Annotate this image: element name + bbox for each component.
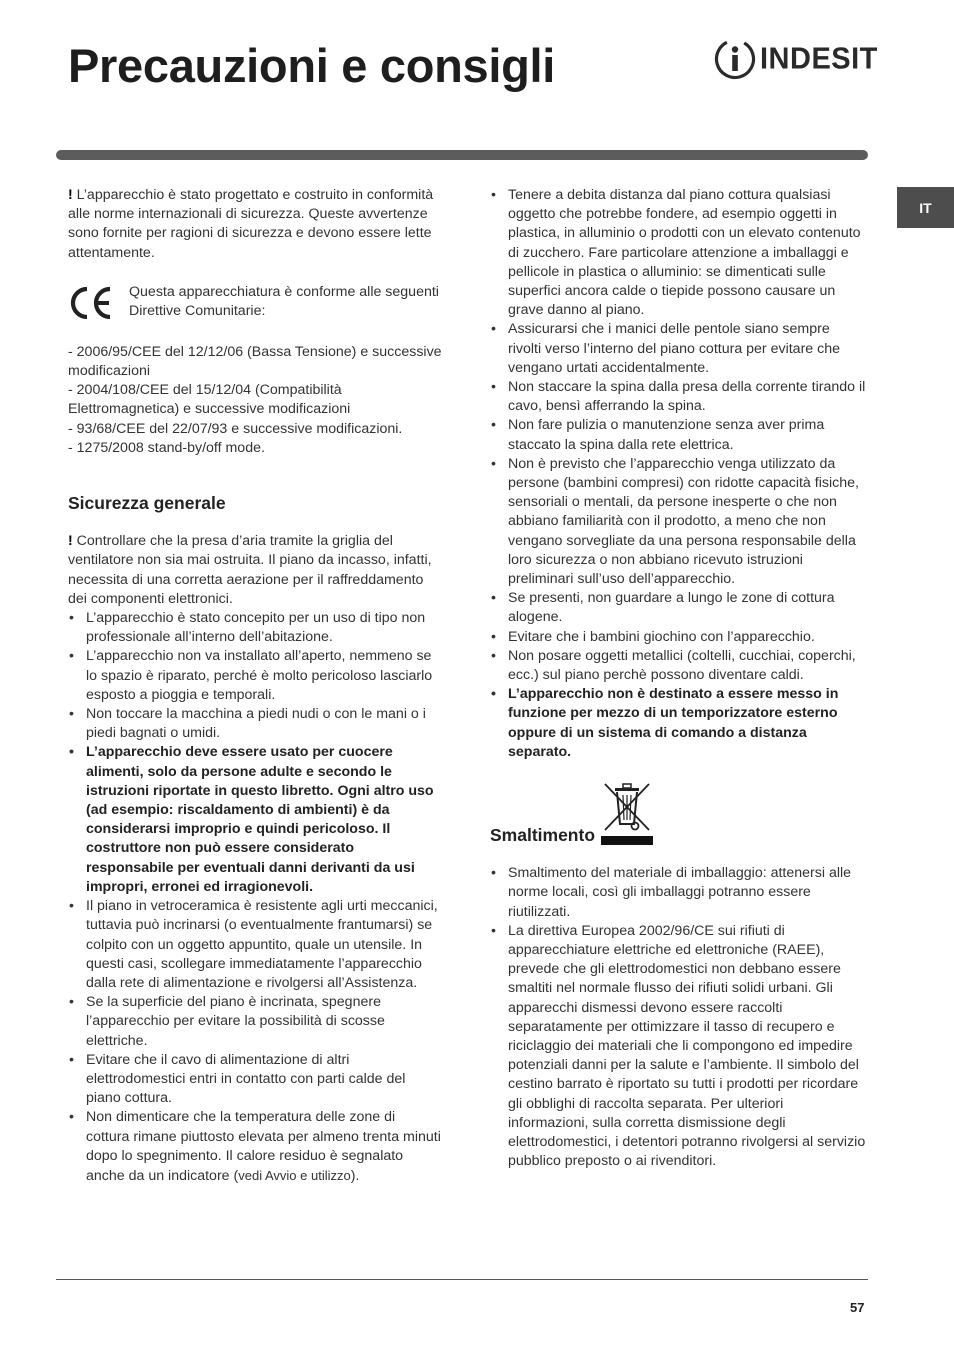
list-item: • Smaltimento del materiale di imballaggio: attenersi alle norme locali, così gli imballaggi potranno essere riutilizzati. [490,864,866,922]
intro-text: L’apparecchio è stato progettato e costruito in conformità alle norme internazionali di sicurezza. Queste avvertenze sono fornite per ragioni di sicurezza e devono essere lette attentamente. [68,187,434,261]
ce-text: Questa apparecchiatura è conforme alle seguenti Direttive Comunitarie: [129,283,439,320]
directive-item: - 2006/95/CEE del 12/12/06 (Bassa Tensione) e successive modificazioni [68,343,442,380]
list-item: • Evitare che il cavo di alimentazione di altri elettrodomestici entri in contatto con parti calde del piano cottura. [68,1051,442,1109]
list-item: • Non fare pulizia o manutenzione senza aver prima staccato la spina dalla rete elettrica. [490,416,866,454]
disposal-list [490,864,866,1171]
list-item: • Se la superficie del piano è incrinata, spegnere l’apparecchio per evitare la possibilità di scosse elettriche. [68,993,442,1051]
left-column [68,186,442,1186]
list-item: • L’apparecchio non va installato all’aperto, nemmeno se lo spazio è riparato, perché è molto pericoloso lasciarlo esposto a pioggia e temporali. [68,647,442,705]
list-item [68,1108,442,1186]
ce-mark-icon [68,283,114,323]
list-item: • L’apparecchio è stato concepito per un uso di tipo non professionale all’interno dell’abitazione. [68,609,442,647]
list-item: • Non toccare la macchina a piedi nudi o con le mani o i piedi bagnati o umidi. [68,705,442,743]
directive-item: - 2004/108/CEE del 15/12/04 (Compatibilità Elettromagnetica) e successive modificazioni [68,382,351,418]
directive-item: - 1275/2008 stand-by/off mode. [68,439,265,456]
warning-mark: ! [68,533,73,550]
cross-reference: vedi Avvio e utilizzo [238,1167,351,1183]
list-item: • L’apparecchio deve essere usato per cuocere alimenti, solo da persone adulte e secondo le istruzioni riportate in questo libretto. Ogni altro uso (ad esempio: riscaldamento di ambienti) è da considerarsi improprio e quindi pericoloso. Il costruttore non può essere considerato responsabile per eventuali danni derivanti da usi impropri, erronei ed irragionevoli. [68,743,442,897]
list-item-end: ). [350,1167,360,1184]
indesit-i-icon [714,38,756,80]
list-item: • Se presenti, non guardare a lungo le zone di cottura alogene. [490,589,866,627]
safety-list [68,609,442,1186]
list-item: • L’apparecchio non è destinato a essere messo in funzione per mezzo di un temporizzatore esterno oppure di un sistema di comando a distanza separato. [490,685,866,762]
directives-list [68,343,442,458]
right-column [490,186,866,1171]
list-item: • Non posare oggetti metallici (coltelli, cucchiai, coperchi, ecc.) sul piano perchè possono diventare caldi. [490,647,866,685]
section-title-sicurezza: Sicurezza generale [68,493,226,514]
page-number: 57 [850,1300,865,1315]
header-divider [56,150,868,160]
list-item: • Non staccare la spina dalla presa della corrente tirando il cavo, bensì afferrando la spina. [490,378,866,416]
directive-item: - 93/68/CEE del 22/07/93 e successive modificazioni. [68,420,403,437]
crossed-bin-icon [601,780,653,834]
ce-conformity [68,283,442,323]
list-item: • Non è previsto che l’apparecchio venga utilizzato da persone (bambini compresi) con ridotte capacità fisiche, sensoriali o mentali, da persone inesperte o che non abbiano familiarità con il prodotto, a meno che non vengano sorvegliate da una persona responsabile della loro sicurezza o non abbiano ricevuto istruzioni preliminari sull’uso dell’apparecchio. [490,455,866,589]
ventilation-warning [68,532,442,609]
list-item-text: Non dimenticare che la temperatura delle zone di cottura rimane piuttosto elevata per almeno trenta minuti dopo lo spegnimento. Il calore residuo è segnalato anche da un indicatore ( [86,1109,441,1184]
list-item: • Il piano in vetroceramica è resistente agli urti meccanici, tuttavia può incrinarsi (o eventualmente frantumarsi) se colpito con un oggetto appuntito, quale un utensile. In questi casi, scollegare immediatamente l’apparecchio dalla rete di alimentazione e rivolgersi all’Assistenza. [68,897,442,993]
list-item: • Tenere a debita distanza dal piano cottura qualsiasi oggetto che potrebbe fondere, ad esempio oggetti in plastica, in alluminio o prodotti con un elevato contenuto di zucchero. Fare particolare attenzione a imballaggi e pellicole in plastica o alluminio: se dimenticati sulle superfici ancora calde o tiepide possono causare un grave danno al piano. [490,186,866,320]
weee-symbol [601,780,653,845]
section-title-smaltimento: Smaltimento [490,824,596,845]
list-item: • Assicurarsi che i manici delle pentole siano sempre rivolti verso l’interno del piano cottura per evitare che vengano urtati accidentalmente. [490,320,866,378]
intro-paragraph [68,186,442,263]
brand-name: INDESIT [760,41,878,76]
warning-text: Controllare che la presa d’aria tramite la griglia del ventilatore non sia mai ostruita. Il piano da incasso, infatti, necessita di una corretta aerazione per il raffreddamento dei componenti elettronici. [68,533,432,607]
brand-logo [714,38,878,80]
list-item: • La direttiva Europea 2002/96/CE sui rifiuti di apparecchiature elettriche ed elettroniche (RAEE), prevede che gli elettrodomestici non debbano essere smaltiti nel normale flusso dei rifiuti solidi urbani. Gli apparecchi dismessi devono essere raccolti separatamente per ottimizzare il tasso di recupero e riciclaggio dei materiali che li compongono ed impedire potenziali danni per la salute e l’ambiente. Il simbolo del cestino barrato è riportato su tutti i prodotti per ricordare gli obblighi di raccolta separata. Per ulteriori informazioni, sulla corretta dismissione degli elettrodomestici, i detentori potranno rivolgersi al servizio pubblico preposto o ai rivenditori. [490,922,866,1172]
page-title: Precauzioni e consigli [68,39,556,92]
list-item: • Evitare che i bambini giochino con l’apparecchio. [490,628,866,647]
safety-list-continued [490,186,866,762]
weee-bar [601,836,653,845]
disposal-heading [490,780,866,845]
language-tab: IT [897,187,954,228]
footer-divider [56,1279,868,1280]
warning-mark: ! [68,187,73,203]
